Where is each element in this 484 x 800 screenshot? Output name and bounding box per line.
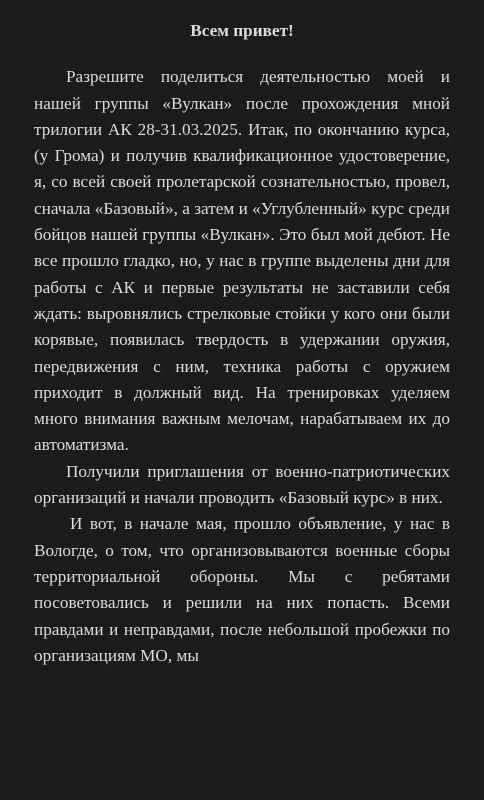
paragraph-1: Разрешите поделиться деятельностью моей и нашей группы «Вулкан» после прохождения мной трилогии АК 28-31.03.2025. Итак, по окончанию курса, (у Грома) и получив квалификационное удостоверение, я, со всей своей пролетарской сознательностью, провел, сначала «Базовый», а затем и «Углубленный» курс среди бойцов нашей группы «Вулкан». Это был мой дебют. Не все прошло гладко, но, у нас в группе выделены дни для работы с АК и первые результаты не заставили себя ждать: выровнялись стрелковые стойки у кого они были корявые, появилась твердость в удержании оружия, передвижения с ним, техника работы с оружием приходит в должный вид. На тренировках уделяем много внимания важным мелочам, нарабатываем их до автоматизма. (34, 67, 450, 455)
document-title: Всем привет! (190, 21, 294, 40)
paragraph-2: Получили приглашения от военно-патриотических организаций и начали проводить «Базовый курс» в них. (34, 461, 450, 508)
paragraph-3: И вот, в начале мая, прошло объявление, у нас в Вологде, о том, что организовываются военные сборы территориальной обороны. Мы с ребятами посоветовались и решили на них попасть. Всеми правдами и неправдами, после небольшой пробежки по организациям МО, мы (34, 514, 450, 665)
